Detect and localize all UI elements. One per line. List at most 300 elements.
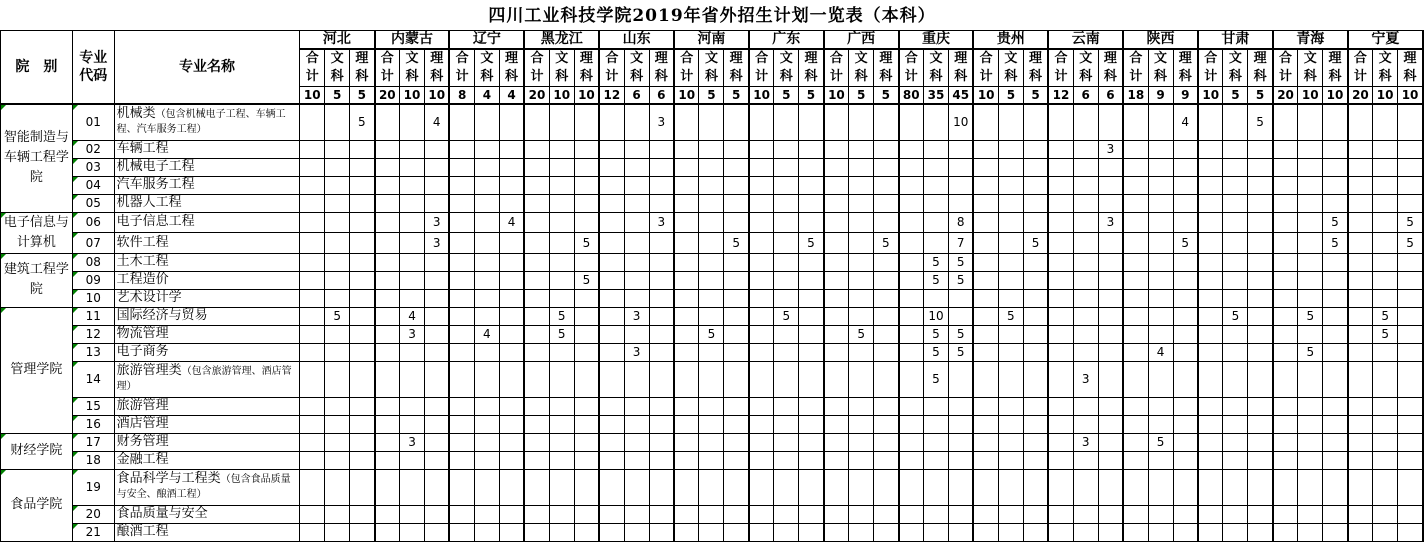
quota-cell — [649, 194, 674, 212]
province-header: 宁夏 — [1348, 31, 1423, 49]
quota-cell — [1373, 104, 1398, 140]
quota-cell — [874, 158, 899, 176]
quota-cell — [799, 176, 824, 194]
quota-cell — [449, 415, 474, 433]
sub-header-science: 理科 — [1398, 49, 1423, 87]
quota-cell — [1048, 140, 1073, 158]
quota-cell — [375, 397, 400, 415]
quota-cell — [948, 176, 973, 194]
quota-cell: 3 — [400, 433, 425, 451]
quota-cell — [874, 397, 899, 415]
sub-header-total: 合计 — [1123, 49, 1148, 87]
quota-cell — [300, 233, 325, 254]
quota-cell — [375, 451, 400, 469]
quota-cell: 4 — [1148, 343, 1173, 361]
college-name: 智能制造与车辆工程学院 — [1, 104, 73, 212]
quota-cell — [1223, 253, 1248, 271]
quota-cell — [674, 253, 699, 271]
major-name — [114, 158, 300, 176]
quota-cell — [350, 343, 375, 361]
quota-cell — [1098, 307, 1123, 325]
quota-cell: 3 — [425, 233, 450, 254]
code-header: 专业代码 — [72, 31, 114, 105]
province-header: 山东 — [599, 31, 674, 49]
quota-cell — [549, 253, 574, 271]
quota-cell — [749, 523, 774, 541]
quota-cell — [1273, 325, 1298, 343]
quota-cell — [1398, 469, 1423, 505]
quota-cell: 5 — [924, 325, 949, 343]
quota-cell — [449, 307, 474, 325]
quota-cell — [474, 176, 499, 194]
quota-cell — [1373, 505, 1398, 523]
major-name-text: 财务管理 — [116, 434, 169, 449]
major-code: 08 — [72, 253, 114, 271]
quota-cell — [998, 176, 1023, 194]
quota-cell — [350, 415, 375, 433]
quota-cell — [924, 140, 949, 158]
quota-cell: 5 — [774, 307, 799, 325]
college-header: 院 别 — [1, 31, 73, 105]
quota-cell — [449, 523, 474, 541]
quota-cell — [1273, 233, 1298, 254]
quota-cell — [1398, 176, 1423, 194]
quota-cell — [1273, 397, 1298, 415]
quota-cell: 3 — [624, 343, 649, 361]
quota-cell — [325, 140, 350, 158]
quota-cell — [1298, 361, 1323, 397]
quota-cell — [1273, 343, 1298, 361]
quota-cell — [1048, 253, 1073, 271]
quota-cell — [350, 158, 375, 176]
sub-header-total: 合计 — [375, 49, 400, 87]
quota-cell — [849, 343, 874, 361]
quota-cell — [624, 176, 649, 194]
quota-cell — [874, 104, 899, 140]
quota-cell: 5 — [874, 233, 899, 254]
quota-cell — [1248, 253, 1273, 271]
quota-cell — [1273, 212, 1298, 233]
quota-cell — [1123, 361, 1148, 397]
sheet-title: 四川工业科技学院2019年省外招生计划一览表（本科） — [488, 6, 936, 26]
quota-cell — [649, 271, 674, 289]
quota-cell — [824, 433, 849, 451]
major-name — [114, 253, 300, 271]
quota-cell — [350, 176, 375, 194]
major-name — [114, 104, 300, 140]
quota-cell — [325, 176, 350, 194]
quota-cell — [474, 343, 499, 361]
quota-cell — [400, 469, 425, 505]
quota-cell — [524, 104, 549, 140]
quota-cell — [824, 451, 849, 469]
quota-cell — [649, 140, 674, 158]
quota-cell — [425, 271, 450, 289]
province-total: 20 — [375, 86, 400, 104]
quota-cell — [1098, 451, 1123, 469]
quota-cell — [1273, 194, 1298, 212]
quota-cell — [1248, 289, 1273, 307]
quota-cell — [1248, 451, 1273, 469]
quota-cell — [375, 361, 400, 397]
quota-cell — [973, 469, 998, 505]
quota-cell — [874, 307, 899, 325]
quota-cell — [1098, 343, 1123, 361]
quota-cell — [350, 212, 375, 233]
quota-cell — [350, 469, 375, 505]
college-name: 财经学院 — [1, 433, 73, 469]
quota-cell — [1373, 176, 1398, 194]
college-name: 建筑工程学院 — [1, 253, 73, 307]
quota-cell — [973, 253, 998, 271]
quota-cell — [799, 505, 824, 523]
quota-cell — [724, 289, 749, 307]
sub-header-science: 理科 — [799, 49, 824, 87]
quota-cell — [499, 325, 524, 343]
major-name-text: 电子商务 — [116, 344, 169, 359]
quota-cell — [1073, 194, 1098, 212]
quota-cell — [874, 523, 899, 541]
quota-cell — [1348, 271, 1373, 289]
quota-cell — [624, 451, 649, 469]
quota-cell — [774, 194, 799, 212]
quota-cell — [599, 397, 624, 415]
quota-cell — [1173, 140, 1198, 158]
quota-cell — [599, 523, 624, 541]
quota-cell — [724, 505, 749, 523]
enrollment-plan-table — [0, 30, 1424, 542]
quota-cell — [599, 212, 624, 233]
quota-cell — [749, 271, 774, 289]
quota-cell — [300, 289, 325, 307]
sub-header-total: 合计 — [1348, 49, 1373, 87]
quota-cell — [325, 289, 350, 307]
quota-cell — [524, 307, 549, 325]
quota-cell — [998, 325, 1023, 343]
quota-cell — [973, 361, 998, 397]
quota-cell — [1073, 212, 1098, 233]
quota-cell — [499, 194, 524, 212]
quota-cell — [574, 397, 599, 415]
quota-cell — [699, 451, 724, 469]
quota-cell — [998, 233, 1023, 254]
quota-cell — [649, 397, 674, 415]
quota-cell: 4 — [474, 325, 499, 343]
province-header: 青海 — [1273, 31, 1348, 49]
quota-cell — [948, 523, 973, 541]
quota-cell — [749, 289, 774, 307]
quota-cell — [824, 253, 849, 271]
quota-cell — [1023, 194, 1048, 212]
quota-cell — [524, 343, 549, 361]
major-name-text: 酿酒工程 — [116, 524, 169, 539]
quota-cell — [674, 271, 699, 289]
quota-cell — [1348, 433, 1373, 451]
quota-cell: 3 — [649, 104, 674, 140]
quota-cell — [400, 233, 425, 254]
quota-cell — [1023, 212, 1048, 233]
quota-cell — [1373, 433, 1398, 451]
major-code: 06 — [72, 212, 114, 233]
province-header: 辽宁 — [449, 31, 524, 49]
quota-cell — [749, 194, 774, 212]
quota-cell: 5 — [799, 233, 824, 254]
quota-cell — [1323, 469, 1348, 505]
quota-cell — [350, 289, 375, 307]
quota-cell — [1098, 433, 1123, 451]
sub-header-total: 合计 — [674, 49, 699, 87]
quota-cell — [474, 289, 499, 307]
quota-cell — [1023, 325, 1048, 343]
quota-cell — [1398, 397, 1423, 415]
quota-cell — [824, 469, 849, 505]
quota-cell — [674, 307, 699, 325]
sub-header-total: 合计 — [1198, 49, 1223, 87]
quota-cell — [400, 523, 425, 541]
quota-cell — [874, 505, 899, 523]
quota-cell — [749, 233, 774, 254]
quota-cell — [400, 253, 425, 271]
quota-cell — [1248, 433, 1273, 451]
quota-cell — [1273, 523, 1298, 541]
quota-cell — [973, 307, 998, 325]
quota-cell — [499, 176, 524, 194]
quota-cell — [524, 433, 549, 451]
province-header: 广东 — [749, 31, 824, 49]
quota-cell: 8 — [948, 212, 973, 233]
quota-cell — [425, 194, 450, 212]
quota-cell — [699, 523, 724, 541]
quota-cell — [1123, 253, 1148, 271]
quota-cell — [499, 253, 524, 271]
province-total: 9 — [1173, 86, 1198, 104]
quota-cell — [674, 451, 699, 469]
quota-cell — [1048, 523, 1073, 541]
quota-cell — [599, 343, 624, 361]
province-total: 5 — [724, 86, 749, 104]
quota-cell — [599, 253, 624, 271]
quota-cell — [499, 433, 524, 451]
province-total: 10 — [425, 86, 450, 104]
quota-cell — [449, 104, 474, 140]
quota-cell — [624, 140, 649, 158]
quota-cell — [998, 271, 1023, 289]
quota-cell — [724, 104, 749, 140]
quota-cell — [1373, 361, 1398, 397]
quota-cell — [1048, 505, 1073, 523]
quota-cell — [1398, 194, 1423, 212]
quota-cell — [1148, 469, 1173, 505]
quota-cell — [774, 451, 799, 469]
quota-cell — [1123, 194, 1148, 212]
quota-cell — [400, 397, 425, 415]
quota-cell — [724, 361, 749, 397]
quota-cell — [1123, 325, 1148, 343]
quota-cell — [549, 140, 574, 158]
quota-cell — [350, 233, 375, 254]
quota-cell — [425, 289, 450, 307]
quota-cell — [1048, 158, 1073, 176]
quota-cell — [724, 415, 749, 433]
quota-cell — [524, 451, 549, 469]
quota-cell — [699, 158, 724, 176]
quota-cell — [1123, 271, 1148, 289]
major-name-text: 软件工程 — [116, 234, 169, 250]
quota-cell — [1073, 289, 1098, 307]
sub-header-total: 合计 — [824, 49, 849, 87]
quota-cell — [1273, 158, 1298, 176]
province-header: 内蒙古 — [375, 31, 450, 49]
quota-cell — [899, 233, 924, 254]
major-code: 09 — [72, 271, 114, 289]
quota-cell — [425, 325, 450, 343]
quota-cell — [1273, 505, 1298, 523]
major-code: 19 — [72, 469, 114, 505]
quota-cell — [649, 523, 674, 541]
quota-cell — [1098, 194, 1123, 212]
quota-cell — [1023, 361, 1048, 397]
quota-cell — [973, 343, 998, 361]
quota-cell — [899, 271, 924, 289]
quota-cell: 3 — [1073, 433, 1098, 451]
quota-cell — [1398, 253, 1423, 271]
quota-cell — [524, 140, 549, 158]
quota-cell — [449, 505, 474, 523]
sub-header-total: 合计 — [899, 49, 924, 87]
quota-cell — [1323, 289, 1348, 307]
quota-cell — [1148, 523, 1173, 541]
quota-cell — [1348, 233, 1373, 254]
quota-cell — [924, 212, 949, 233]
quota-cell — [774, 289, 799, 307]
quota-cell — [699, 361, 724, 397]
quota-cell — [1398, 289, 1423, 307]
quota-cell — [325, 343, 350, 361]
quota-cell — [1198, 523, 1223, 541]
quota-cell — [499, 343, 524, 361]
quota-cell — [1073, 104, 1098, 140]
quota-cell — [1348, 194, 1373, 212]
province-total: 6 — [624, 86, 649, 104]
quota-cell — [1173, 212, 1198, 233]
quota-cell — [874, 433, 899, 451]
quota-cell — [300, 140, 325, 158]
quota-cell: 5 — [549, 325, 574, 343]
quota-cell: 5 — [574, 233, 599, 254]
quota-cell — [1223, 233, 1248, 254]
quota-cell — [948, 415, 973, 433]
quota-cell — [1173, 433, 1198, 451]
quota-cell — [774, 523, 799, 541]
province-total: 5 — [325, 86, 350, 104]
major-code: 20 — [72, 505, 114, 523]
quota-cell — [1398, 343, 1423, 361]
quota-cell — [948, 433, 973, 451]
quota-cell — [824, 307, 849, 325]
quota-cell — [524, 361, 549, 397]
quota-cell — [325, 253, 350, 271]
quota-cell — [375, 307, 400, 325]
quota-cell — [1223, 505, 1248, 523]
quota-cell — [674, 140, 699, 158]
sub-header-arts: 文科 — [474, 49, 499, 87]
quota-cell — [899, 158, 924, 176]
quota-cell — [400, 176, 425, 194]
quota-cell — [1198, 253, 1223, 271]
quota-cell — [1073, 325, 1098, 343]
quota-cell — [549, 505, 574, 523]
quota-cell — [624, 469, 649, 505]
quota-cell — [874, 140, 899, 158]
quota-cell — [1023, 451, 1048, 469]
quota-cell — [799, 104, 824, 140]
quota-cell — [824, 104, 849, 140]
quota-cell — [599, 307, 624, 325]
quota-cell — [624, 361, 649, 397]
province-total: 80 — [899, 86, 924, 104]
quota-cell — [375, 505, 400, 523]
quota-cell: 5 — [350, 104, 375, 140]
quota-cell — [998, 158, 1023, 176]
quota-cell — [1298, 415, 1323, 433]
quota-cell — [1098, 253, 1123, 271]
quota-cell — [1123, 451, 1148, 469]
quota-cell — [799, 140, 824, 158]
quota-cell — [1248, 194, 1273, 212]
quota-cell — [749, 307, 774, 325]
quota-cell — [774, 176, 799, 194]
quota-cell — [1223, 343, 1248, 361]
quota-cell — [449, 271, 474, 289]
quota-cell — [1298, 469, 1323, 505]
major-name-text: 电子信息工程 — [116, 214, 195, 230]
quota-cell — [998, 253, 1023, 271]
major-name-text: 车辆工程 — [116, 141, 169, 156]
sub-header-arts: 文科 — [849, 49, 874, 87]
quota-cell — [599, 433, 624, 451]
quota-cell — [350, 307, 375, 325]
quota-cell — [724, 176, 749, 194]
quota-cell — [499, 469, 524, 505]
quota-cell — [1173, 523, 1198, 541]
quota-cell: 5 — [1173, 233, 1198, 254]
quota-cell — [998, 194, 1023, 212]
quota-cell — [874, 271, 899, 289]
quota-cell — [724, 451, 749, 469]
quota-cell — [1198, 271, 1223, 289]
sub-header-arts: 文科 — [699, 49, 724, 87]
sub-header-total: 合计 — [524, 49, 549, 87]
quota-cell — [973, 433, 998, 451]
quota-cell — [1173, 397, 1198, 415]
quota-cell — [449, 433, 474, 451]
sub-header-arts: 文科 — [549, 49, 574, 87]
quota-cell — [1148, 289, 1173, 307]
quota-cell — [1198, 343, 1223, 361]
quota-cell — [1023, 104, 1048, 140]
quota-cell — [1348, 104, 1373, 140]
province-header: 贵州 — [973, 31, 1048, 49]
quota-cell — [924, 451, 949, 469]
major-code: 01 — [72, 104, 114, 140]
major-name-text: 机械电子工程 — [116, 159, 195, 174]
quota-cell — [1248, 469, 1273, 505]
quota-cell — [1223, 212, 1248, 233]
quota-cell — [1248, 415, 1273, 433]
quota-cell — [824, 140, 849, 158]
quota-cell — [400, 104, 425, 140]
quota-cell — [449, 212, 474, 233]
